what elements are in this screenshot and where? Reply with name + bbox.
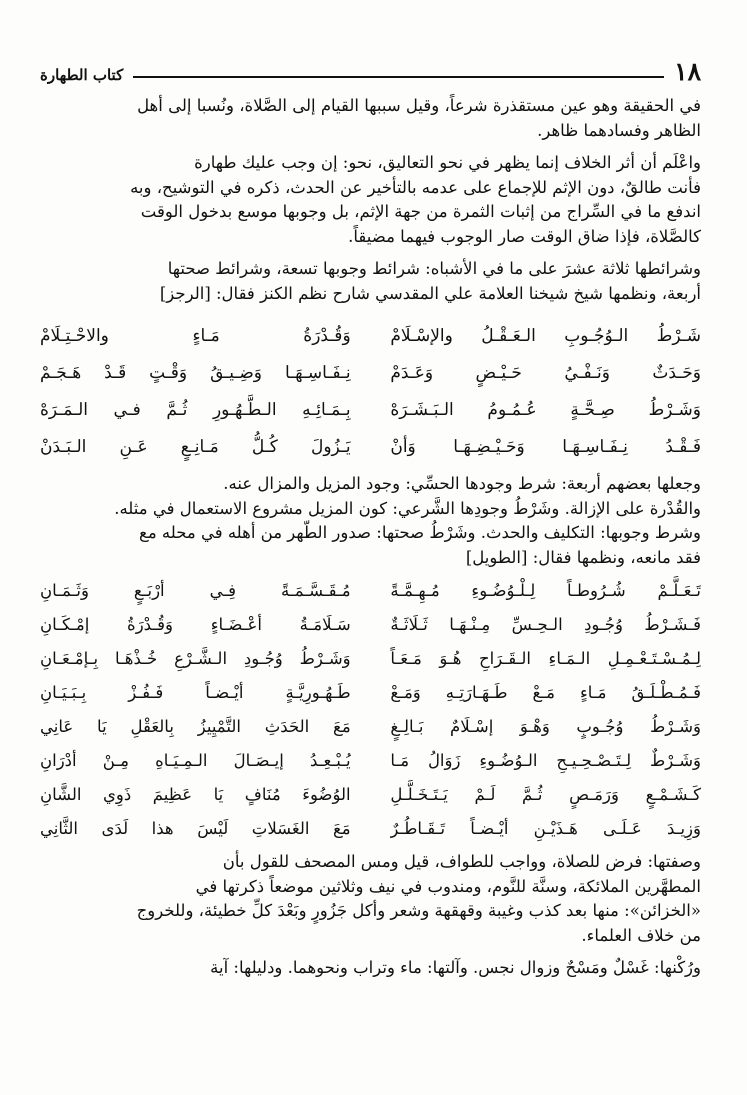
poem-tawil bbox=[40, 574, 701, 846]
verse-line bbox=[40, 778, 701, 812]
verse-line bbox=[40, 429, 701, 466]
verse-second-hemistich: يَـزُولَ كُـلُّ مَـانِـعٍ عَـنِ الـبَـدَنْ bbox=[40, 437, 351, 457]
paragraph-line: أربعة، ونظمها شيخ شيخنا العلامة علي المقدسي شارح نظم الكنز فقال: [الرجز] bbox=[159, 283, 701, 303]
verse-line bbox=[40, 744, 701, 778]
verse-second-hemistich: نِـفَـاسِـهَـا وَضِـيـقُ وَقْـتٍ قَـدْ هَـجَـمْ bbox=[40, 363, 351, 383]
paragraph-line: فقد مانعه، ونظمها فقال: [الطويل] bbox=[465, 547, 701, 567]
verse-first-hemistich: كَـشَـمْـعٍ وَرَمَـصٍ ثُـمَّ لَـمْ يَـتَـخَـلَّـلِ bbox=[390, 785, 701, 804]
verse-line bbox=[40, 608, 701, 642]
verse-second-hemistich: طَـهُـورِيَّـةٍ أيْـضـاً فَـفُـزْ بِـبَـيَـانِ bbox=[40, 683, 351, 702]
verse-line bbox=[40, 642, 701, 676]
verse-second-hemistich: وَشَـرْطُ وُجُـودِ الـشَّـرْعِ خُـذْهَـا بِـإمْـعَـانِ bbox=[40, 649, 351, 668]
paragraph-line: في الحقيقة وهو عين مستقذرة شرعاً، وقيل سببها القيام إلى الصَّلاة، ونُسبا إلى أهل bbox=[137, 96, 701, 115]
verse-first-hemistich: فَـمُـطْـلَـقُ مَـاءٍ مَـعْ طَـهَـارَتِـهِ وَمَـعْ bbox=[390, 683, 701, 702]
paragraph-line: ورُكْنها: غَسْلٌ ومَسْحٌ وزوال نجس. وآلتها: ماء وتراب ونحوهما. ودليلها: آية bbox=[210, 958, 701, 977]
verse-first-hemistich: فَـشَـرْطُ وُجُـودِ الـحِـسِّ مِـنْـهَـا ثَـلَاثَـةٌ bbox=[390, 615, 701, 634]
verse-second-hemistich: يُـبْـعِـدُ إيـصَـالَ الـمِـيَـاهِ مِـنْ أدْرَانِ bbox=[40, 751, 351, 770]
verse-line bbox=[40, 355, 701, 392]
verse-first-hemistich: لِـمُـسْـتَـعْـمِـلِ الـمَـاءِ الـقَـرَاحِ هُـوَ مَـعَـاً bbox=[390, 649, 701, 668]
paragraph-line: من خلاف العلماء. bbox=[581, 925, 701, 945]
verse-first-hemistich: وَزِيـدَ عَـلَـى هَـذَيْـنِ أيْـضـاً تَـقَـاطُـرٌ bbox=[390, 819, 701, 838]
paragraph-line: والقُدْرة على الإزالة. وشَرْطُ وجودِها الشَّرعي: كون المزيل مشروع الاستعمال في مثله. bbox=[114, 498, 701, 518]
poem-rajaz bbox=[40, 318, 701, 466]
verse-first-hemistich: وَشَـرْطٌ لِـتَـصْـحِـيـحِ الـوُضُـوءِ زَوَالُ مَـا bbox=[390, 751, 701, 770]
verse-first-hemistich: شَـرْطُ الـوُجُـوبِ الـعَـقْـلُ والإسْـلَامْ bbox=[390, 326, 701, 346]
verse-line bbox=[40, 318, 701, 355]
header-rule bbox=[133, 76, 664, 78]
paragraph-line: واعْلَم أن أثر الخلاف إنما يظهر في نحو التعاليق، نحو: إن وجب عليك طهارة bbox=[194, 153, 701, 172]
paragraph-line: وشرائطها ثلاثة عشرَ على ما في الأشباه: شرائط وجوبها تسعة، وشرائط صحتها bbox=[167, 259, 701, 278]
paragraph-line: وشرط وجوبها: التكليف والحدث. وشَرْطُ صحتها: صدور الطّهر من أهله في محله مع bbox=[139, 523, 701, 542]
page-body bbox=[40, 94, 701, 981]
page-number: ١٨ bbox=[674, 57, 701, 86]
paragraph-line: المطهَّرين الملائكة، وسنَّة للنَّوم، ومندوب في نيف وثلاثين موضعاً ذكرتها في bbox=[195, 876, 701, 896]
verse-second-hemistich: وَقُـدْرَةُ مَـاءٍ والاحْـتِـلَامْ bbox=[40, 326, 351, 346]
verse-second-hemistich: سَـلَامَـةُ أعْـضَـاءٍ وَقُـدْرَةُ إمْـكَـانِ bbox=[40, 615, 351, 634]
verse-second-hemistich: مَعَ الغَسَلاتِ لَيْسَ هذا لَدَى الثَّانِي bbox=[40, 819, 351, 838]
verse-first-hemistich: وَشَـرْطُ وُجُـوبٍ وَهْـوَ إسْـلَامٌ بَـالِـغٍ bbox=[390, 717, 701, 736]
book-title: كتاب الطهارة bbox=[40, 66, 124, 84]
verse-line bbox=[40, 710, 701, 744]
verse-line bbox=[40, 676, 701, 710]
verse-second-hemistich: مُـقَـسَّـمَـةً فِـي أرْبَـعٍ وَثَـمَـانِ bbox=[40, 581, 351, 600]
verse-first-hemistich: فَـقْـدُ نِـفَـاسِـهَـا وَحَـيْـضِـهَـا وَأنْ bbox=[390, 437, 701, 457]
paragraph-line: الظاهر وفسادهما ظاهر. bbox=[537, 120, 701, 140]
paragraph-line: وصفتها: فرض للصلاة، وواجب للطواف، قيل ومس المصحف للقول بأن bbox=[222, 852, 701, 871]
paragraph-line: كالصَّلاة، فإذا ضاق الوقت صار الوجوب فيهما مضيقاً. bbox=[348, 226, 701, 246]
verse-first-hemistich: تَـعَـلَّـمْ شُـرُوطـاً لِـلْـوُضُـوءِ مُـهِـمَّـةً bbox=[390, 581, 701, 600]
paragraph-line: وجعلها بعضهم أربعة: شرط وجودها الحسِّي: وجود المزيل والمزال عنه. bbox=[223, 474, 701, 493]
verse-second-hemistich: بِـمَـائِـهِ الـطَّـهُـورِ ثُـمَّ فـي الـمَـرَهْ bbox=[40, 400, 351, 420]
verse-second-hemistich: الوُضُوءَ مُنَافٍ يَا عَظِيمَ ذَوِي الشَّانِ bbox=[40, 785, 351, 804]
verse-first-hemistich: وَحَـدَثٌ وَنَـفْـيُ حَـيْـضٍ وَعَـدَمْ bbox=[390, 363, 701, 383]
paragraph-line: فأنت طالقٌ، دون الإثم للإجماع على عدمه بالتأخير عن الحدث، ذكره في التوشيح، وبه bbox=[130, 177, 701, 197]
verse-line bbox=[40, 574, 701, 608]
verse-line bbox=[40, 392, 701, 429]
page-header bbox=[40, 52, 701, 84]
verse-second-hemistich: مَعَ الحَدَثِ التَّمْيِيزُ بِالعَقْلِ يَا عَانِي bbox=[40, 717, 351, 736]
verse-line bbox=[40, 812, 701, 846]
paragraph-line: «الخزائن»: منها بعد كذب وغيبة وقهقهة وشعر وأكل جَزُورٍ وبَعْدَ كلِّ خطيئة، وللخروج bbox=[136, 901, 701, 920]
verse-first-hemistich: وَشَـرْطُ صِـحَّـةٍ عُـمُـومُ الـبَـشَـرَهْ bbox=[390, 400, 701, 420]
paragraph-line: اندفع ما في السِّراج من إثبات الثمرة من جهة الإثم، بل وجوبها موسع بدخول الوقت bbox=[140, 202, 701, 221]
